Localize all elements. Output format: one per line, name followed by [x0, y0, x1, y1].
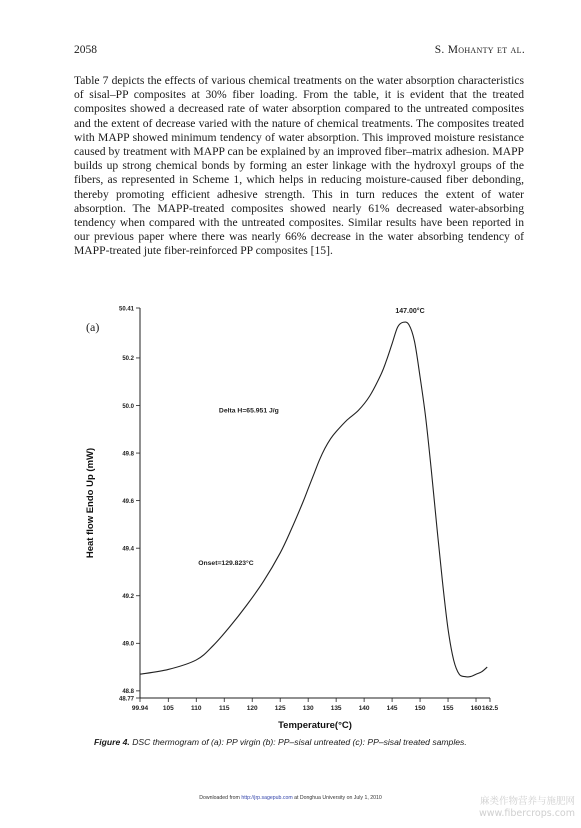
x-tick-label: 135	[330, 705, 342, 712]
delta-h-label: Delta H=65.951 J/g	[218, 407, 279, 415]
x-tick-label: 150	[414, 705, 426, 712]
peak-temperature-label: 147.00°C	[395, 308, 425, 315]
onset-label: Onset=129.823°C	[198, 559, 254, 567]
panel-label: (a)	[86, 320, 100, 334]
page-number: 2058	[74, 44, 97, 56]
x-tick-label: 160	[470, 705, 482, 712]
x-tick-label: 99.94	[131, 705, 149, 712]
footer-suffix: at Donghua University on July 1, 2010	[292, 795, 382, 801]
x-tick-label: 125	[274, 705, 286, 712]
heat-flow-curve	[140, 322, 487, 677]
x-tick-label: 162.5	[481, 705, 499, 712]
footer-link[interactable]: http://jrp.sagepub.com	[241, 795, 293, 801]
footer-prefix: Downloaded from	[199, 795, 242, 801]
y-tick-label: 50.41	[118, 306, 134, 313]
page-header	[74, 44, 525, 60]
running-head: S. Mohanty et al.	[434, 44, 525, 56]
x-tick-label: 115	[219, 705, 230, 712]
y-tick-label: 49.8	[122, 451, 134, 458]
y-tick-label: 49.6	[122, 498, 134, 505]
figure-caption	[94, 737, 524, 747]
y-tick-label: 49.0	[122, 641, 134, 648]
caption-text: DSC thermogram of (a): PP virgin (b): PP–sisal untreated (c): PP–sisal treated samples.	[132, 737, 467, 747]
watermark-line-1: 麻类作物营养与施肥网	[479, 796, 575, 807]
x-axis-title: Temperature(°C)	[278, 720, 352, 731]
dsc-thermogram-chart	[0, 296, 581, 736]
y-tick-label: 48.77	[118, 696, 134, 703]
y-tick-label: 49.4	[122, 546, 134, 553]
y-tick-label: 50.2	[122, 356, 134, 363]
y-tick-label: 50.0	[122, 403, 134, 410]
x-tick-label: 155	[442, 705, 454, 712]
x-tick-label: 140	[358, 705, 370, 712]
x-tick-label: 145	[386, 705, 398, 712]
x-tick-label: 130	[302, 705, 314, 712]
watermark-line-2: www.fibercrops.com	[478, 808, 575, 819]
caption-label: Figure 4.	[94, 737, 130, 747]
figure-4	[0, 296, 581, 736]
watermark	[445, 796, 575, 820]
x-tick-label: 105	[162, 705, 174, 712]
body-paragraph: Table 7 depicts the effects of various chemical treatments on the water absorption characteristics of sisal–PP composites at 30% fiber loading. From the table, it is evident that the treated composites showed a decreased rate of water absorption compared to the untreated composites and the extent of decrease varied with the nature of chemical treatments. The composites treated with MAPP showed minimum tendency of water absorption. This improved moisture resistance caused by treatment with MAPP can be explained by an improved fiber–matrix adhesion. MAPP builds up strong chemical bonds by forming an ester linkage with the hydroxyl groups of the fibers, as represented in Scheme 1, which helps in reducing moisture-caused fiber debonding, thereby promoting efficient adhesive strength. This in turn reduces the extent of water absorption. The MAPP-treated composites showed nearly 61% decreased water-absorbing tendency when compared with the untreated composites. Similar results have been reported in our previous paper where there was nearly 66% decrease in the water absorbing tendency of MAPP-treated jute fiber-reinforced PP composites [15].	[74, 74, 524, 258]
y-tick-label: 49.2	[122, 594, 134, 601]
y-axis-title: Heat flow Endo Up (mW)	[85, 447, 96, 559]
y-tick-label: 48.8	[122, 689, 134, 696]
x-tick-label: 110	[191, 705, 202, 712]
x-tick-label: 120	[246, 705, 258, 712]
